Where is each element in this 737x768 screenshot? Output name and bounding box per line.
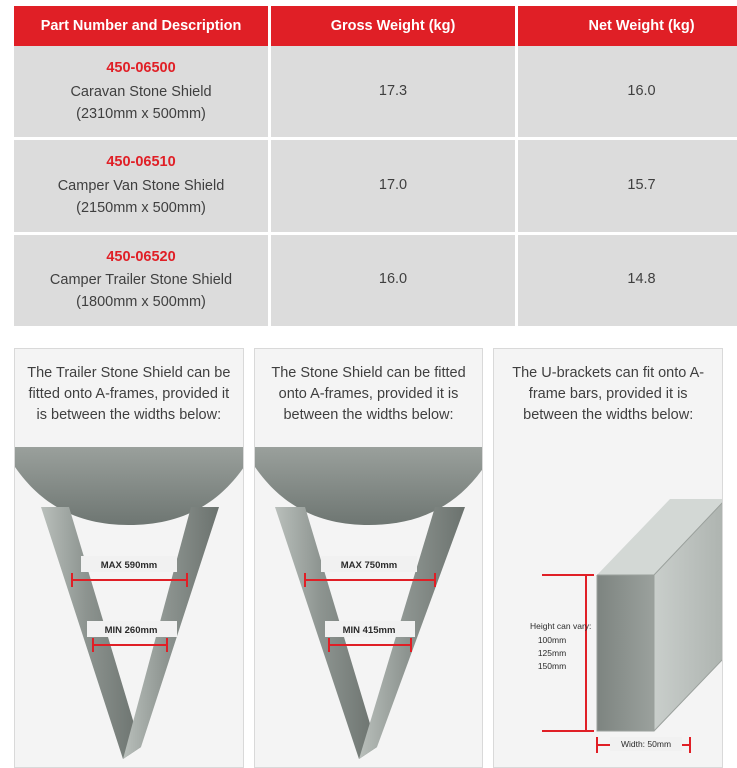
panel-u-brackets [493, 348, 723, 768]
min-width-label: MIN 260mm [105, 625, 158, 636]
bar-front-face [597, 575, 654, 731]
part-cell [14, 139, 270, 233]
panel-trailer-stone-shield [14, 348, 244, 768]
column-header-gross-weight: Gross Weight (kg) [270, 6, 517, 46]
part-description: Camper Trailer Stone Shield [20, 270, 262, 292]
datasheet-page [0, 6, 737, 757]
width-label: Width: 50mm [621, 739, 671, 749]
table-body [14, 46, 737, 326]
part-dimensions: (2150mm x 500mm) [20, 198, 262, 220]
height-value-150: 150mm [538, 661, 566, 671]
part-description: Caravan Stone Shield [20, 82, 262, 104]
table-row [14, 139, 737, 233]
net-weight-value: 15.7 [517, 139, 737, 233]
net-weight-value: 14.8 [517, 233, 737, 326]
max-width-label: MAX 750mm [340, 560, 397, 571]
net-weight-value: 16.0 [517, 46, 737, 139]
aframe-diagram-2 [255, 447, 484, 767]
part-number: 450-06500 [20, 58, 262, 80]
gross-weight-value: 16.0 [270, 233, 517, 326]
part-cell [14, 46, 270, 139]
panel-caption: The Trailer Stone Shield can be fitted onto A-frames, provided it is between the widths below: [15, 349, 243, 426]
min-width-label: MIN 415mm [342, 625, 395, 636]
panel-stone-shield [254, 348, 484, 768]
gross-weight-value: 17.0 [270, 139, 517, 233]
aframe-diagram-1 [15, 447, 244, 767]
part-dimensions: (2310mm x 500mm) [20, 104, 262, 126]
height-value-100: 100mm [538, 635, 566, 645]
table-row [14, 233, 737, 326]
bar-diagram [494, 447, 723, 767]
gross-weight-value: 17.3 [270, 46, 517, 139]
panel-caption: The U-brackets can fit onto A-frame bars, provided it is between the widths below: [494, 349, 722, 426]
fitment-panels [14, 348, 723, 768]
height-value-125: 125mm [538, 648, 566, 658]
part-number: 450-06510 [20, 152, 262, 174]
part-number: 450-06520 [20, 247, 262, 269]
column-header-part-number: Part Number and Description [14, 6, 270, 46]
specifications-table [14, 6, 737, 326]
part-dimensions: (1800mm x 500mm) [20, 292, 262, 314]
table-header-row [14, 6, 737, 46]
table-header [14, 6, 737, 46]
panel-caption: The Stone Shield can be fitted onto A-frames, provided it is between the widths below: [255, 349, 483, 426]
max-width-label: MAX 590mm [101, 560, 158, 571]
column-header-net-weight: Net Weight (kg) [517, 6, 737, 46]
part-description: Camper Van Stone Shield [20, 176, 262, 198]
table-row [14, 46, 737, 139]
part-cell [14, 233, 270, 326]
height-title-label: Height can vary: [530, 621, 591, 631]
